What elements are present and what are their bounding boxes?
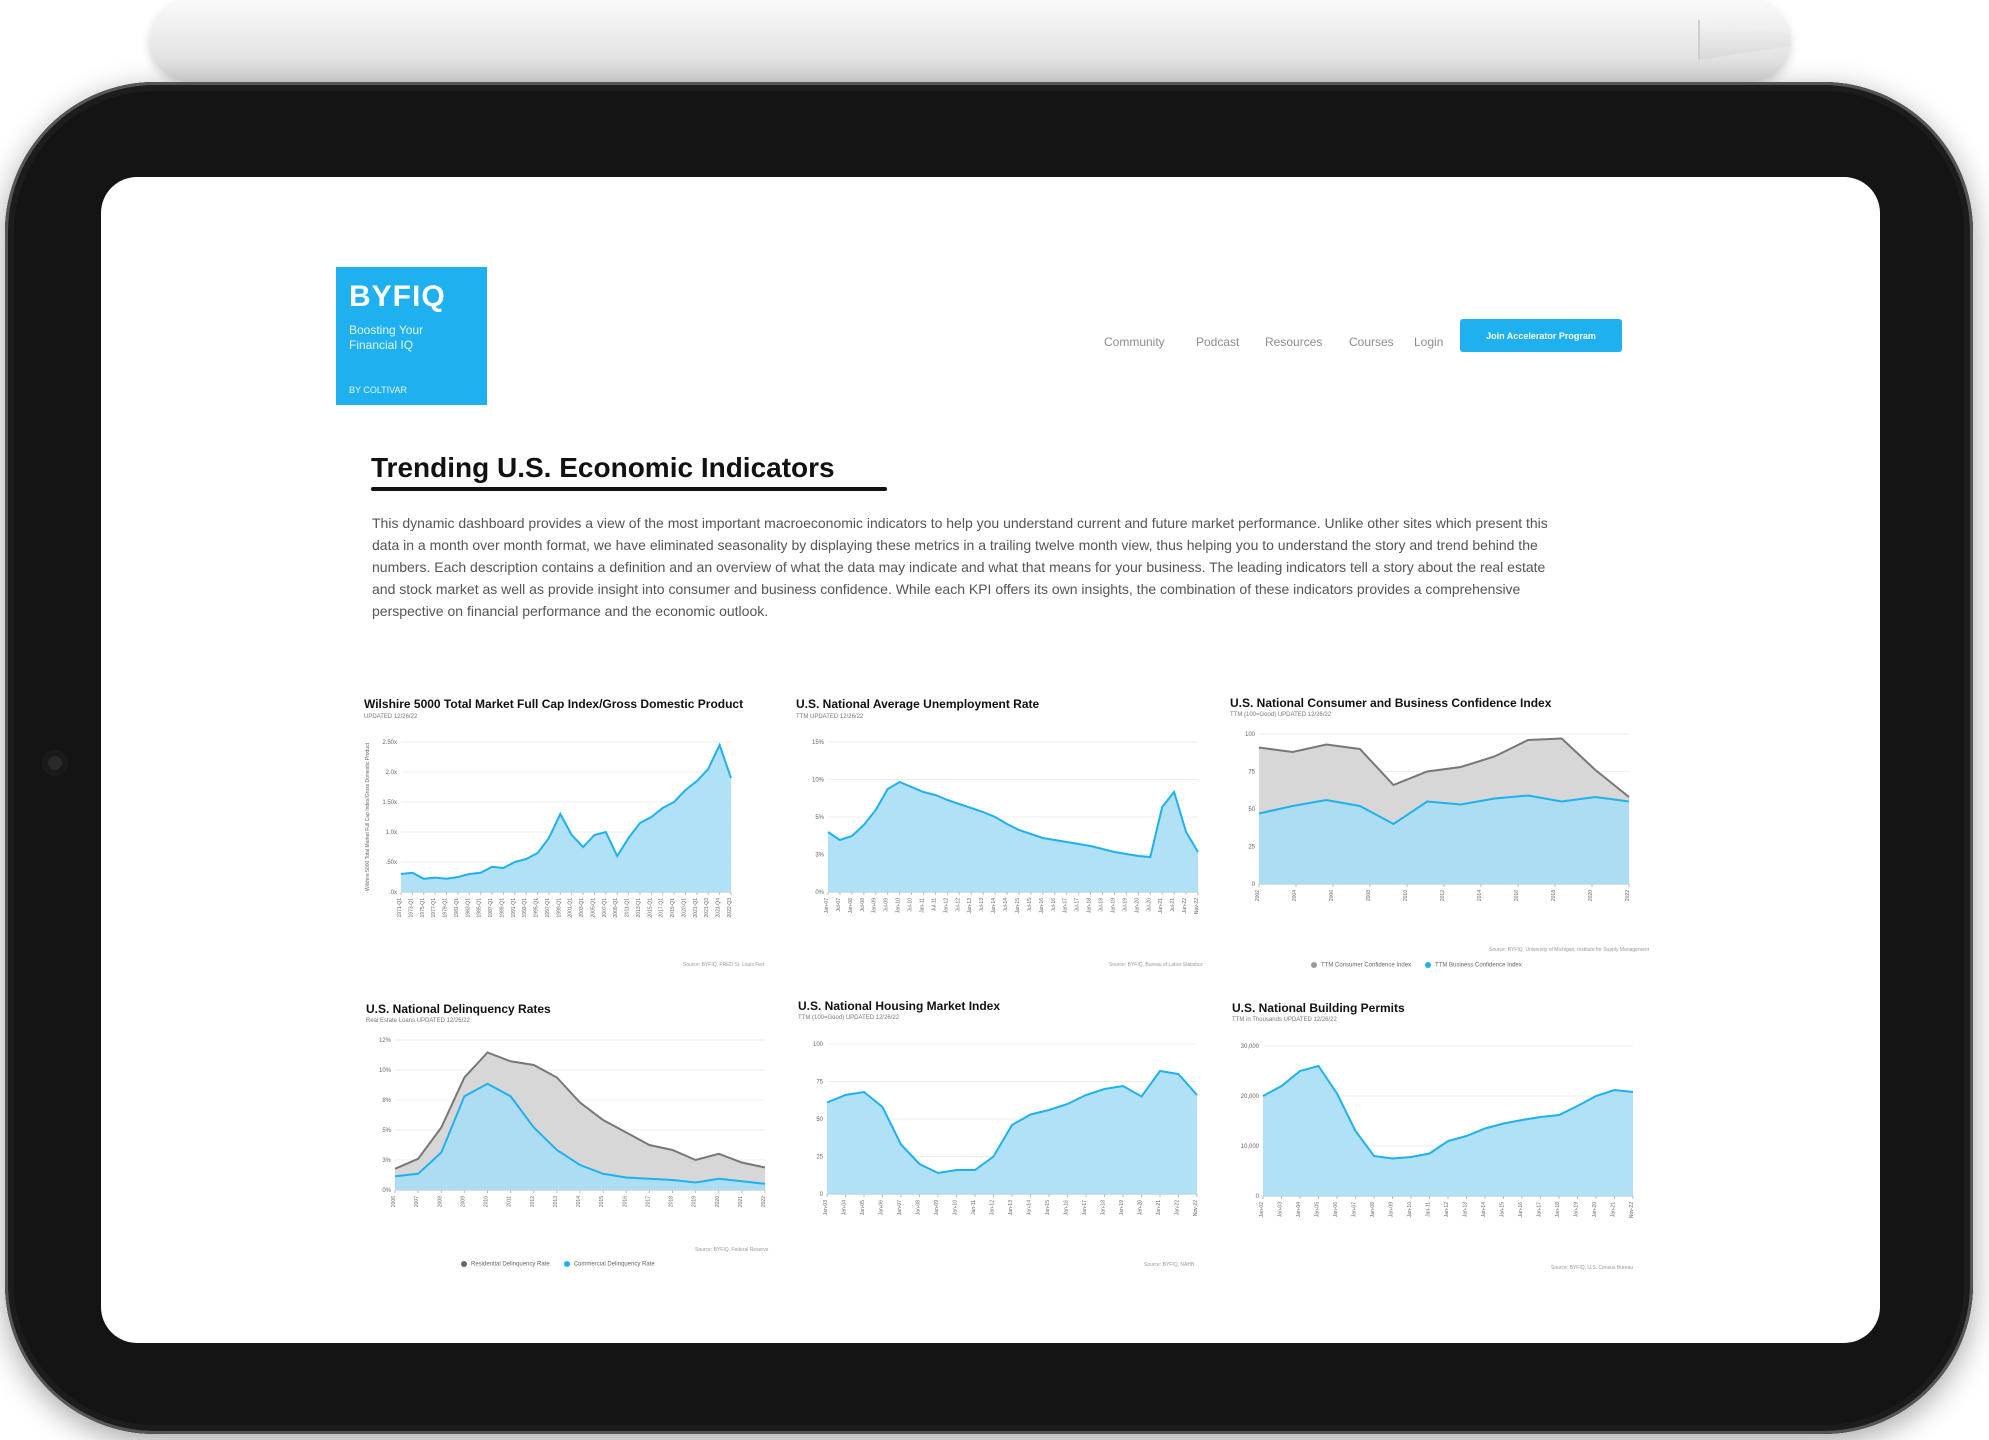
nav-resources[interactable]: Resources bbox=[1265, 335, 1323, 349]
x-tick-label: 2021-Q1 bbox=[692, 898, 699, 918]
logo[interactable] bbox=[336, 267, 487, 405]
x-tick-label: Jul-18 bbox=[1098, 898, 1105, 912]
chart-subtitle-housing: TTM (100=Good) UPDATED 12/26/22 bbox=[798, 1015, 900, 1021]
screen bbox=[101, 177, 1880, 1343]
chart-title-unemployment: U.S. National Average Unemployment Rate bbox=[796, 697, 1040, 711]
x-tick-label: 2016 bbox=[1514, 890, 1520, 902]
join-accelerator-button[interactable]: Join Accelerator Program bbox=[1460, 319, 1622, 352]
x-tick-label: 2021-Q3 bbox=[704, 898, 711, 918]
x-tick-label: Jul-13 bbox=[979, 898, 986, 912]
y-tick-label: 5% bbox=[815, 815, 824, 821]
logo-subtitle: Boosting Your Financial IQ bbox=[349, 323, 424, 352]
y-tick-label: 0 bbox=[819, 1192, 823, 1198]
x-tick-label: Jul-20 bbox=[1146, 898, 1153, 912]
chart-legend-confidence bbox=[1311, 962, 1522, 969]
x-tick-label: 2014 bbox=[576, 1196, 582, 1208]
chart-housing-index bbox=[797, 1026, 1197, 1226]
chart-source-unemployment: Source: BYFIQ, Bureau of Labor Statistics bbox=[1109, 962, 1203, 968]
y-tick-label: 20,000 bbox=[1240, 1094, 1259, 1100]
y-tick-label: 25 bbox=[816, 1154, 823, 1161]
chart-title-confidence: U.S. National Consumer and Business Confidence Index bbox=[1230, 696, 1552, 710]
y-tick-label: 2.0x bbox=[385, 770, 397, 776]
x-tick-label: Jan-19 bbox=[1110, 898, 1117, 914]
legend-label: Commercial Delinquency Rate bbox=[573, 1261, 655, 1268]
x-tick-label: Jan-17 bbox=[1062, 898, 1069, 914]
y-tick-label: 0 bbox=[1255, 1194, 1259, 1200]
x-tick-label: Jan-11 bbox=[1425, 1202, 1432, 1217]
x-tick-label: Jan-04 bbox=[1296, 1202, 1302, 1218]
y-tick-label: 100 bbox=[812, 1042, 823, 1048]
chart-source-confidence: Source: BYFIQ, University of Michigan, Institute for Supply Management bbox=[1489, 947, 1650, 953]
x-tick-label: Jan-12 bbox=[1444, 1202, 1450, 1218]
x-tick-label: 2020-Q1 bbox=[681, 898, 688, 918]
chart-delinquency bbox=[365, 1028, 765, 1228]
x-tick-label: 2015 bbox=[599, 1196, 606, 1208]
y-tick-label: 15% bbox=[811, 740, 824, 746]
x-tick-label: 1995-Q1 bbox=[533, 898, 540, 918]
chart-subtitle-unemployment: TTM UPDATED 12/26/22 bbox=[796, 714, 864, 720]
chart-legend-delinquency bbox=[461, 1261, 655, 1268]
x-tick-label: 2015-Q1 bbox=[647, 898, 654, 918]
x-tick-label: Jan-21 bbox=[1158, 898, 1165, 914]
x-tick-label: Jan-18 bbox=[1555, 1202, 1561, 1218]
x-tick-label: 2022 bbox=[1625, 890, 1631, 902]
x-tick-label: Jan-18 bbox=[1100, 1200, 1107, 1216]
x-tick-label: Jan-14 bbox=[1026, 1200, 1033, 1216]
chart-subtitle-permits: TTM in Thousands UPDATED 12/26/22 bbox=[1232, 1017, 1337, 1023]
chart-confidence bbox=[1229, 722, 1629, 922]
chart-svg bbox=[796, 724, 1216, 964]
x-tick-label: 2006 bbox=[1329, 890, 1335, 902]
x-tick-label: Jan-15 bbox=[1045, 1200, 1051, 1216]
y-tick-label: .50x bbox=[385, 860, 397, 866]
x-tick-label: Jul-19 bbox=[1122, 898, 1129, 912]
x-tick-label: Jul-17 bbox=[1074, 898, 1081, 912]
x-tick-label: Jan-08 bbox=[915, 1200, 922, 1216]
x-tick-label: 2002 bbox=[1255, 890, 1261, 902]
x-tick-label: Jan-17 bbox=[1536, 1202, 1543, 1218]
legend-item bbox=[1425, 962, 1522, 969]
chart-unemployment bbox=[796, 724, 1200, 924]
x-tick-label: 1993-Q1 bbox=[522, 898, 529, 918]
x-tick-label: 1977-Q1 bbox=[431, 898, 438, 918]
x-tick-label: 2016 bbox=[622, 1196, 629, 1208]
y-tick-label: 8% bbox=[382, 1098, 391, 1104]
x-tick-label: Jan-11 bbox=[919, 898, 926, 913]
chart-wilshire-gdp bbox=[363, 724, 763, 924]
y-tick-label: .0x bbox=[388, 890, 397, 896]
x-tick-label: 2012 bbox=[529, 1196, 536, 1208]
x-tick-label: 2018 bbox=[668, 1196, 675, 1208]
x-tick-label: Jan-08 bbox=[847, 898, 854, 914]
legend-swatch bbox=[1311, 962, 1317, 968]
x-tick-label: 1987-Q1 bbox=[488, 898, 495, 918]
x-tick-label: Jan-10 bbox=[952, 1200, 959, 1216]
x-tick-label: 2009 bbox=[460, 1196, 467, 1208]
x-tick-label: Jan-21 bbox=[1156, 1200, 1162, 1216]
x-tick-label: Jan-16 bbox=[1063, 1200, 1070, 1216]
series-area bbox=[828, 782, 1198, 892]
x-tick-label: 2021-Q4 bbox=[715, 898, 722, 918]
series-area bbox=[827, 1071, 1197, 1194]
x-tick-label: Jul-12 bbox=[955, 898, 962, 912]
x-tick-label: Jan-12 bbox=[989, 1200, 996, 1216]
y-tick-label: 10% bbox=[378, 1068, 391, 1074]
x-tick-label: Jan-10 bbox=[895, 898, 902, 914]
x-tick-label: Jan-19 bbox=[1119, 1200, 1125, 1216]
y-tick-label: 50 bbox=[816, 1117, 823, 1123]
chart-title-wilshire: Wilshire 5000 Total Market Full Cap Index/Gross Domestic Product bbox=[364, 697, 744, 711]
x-tick-label: Jan-06 bbox=[878, 1200, 885, 1216]
x-tick-label: Jan-20 bbox=[1592, 1202, 1598, 1218]
x-tick-label: Jul-08 bbox=[859, 898, 866, 912]
x-tick-label: 2022 bbox=[761, 1196, 767, 1208]
x-tick-label: Jan-12 bbox=[943, 898, 950, 914]
chart-source-delinquency: Source: BYFIQ, Federal Reserve bbox=[695, 1247, 769, 1253]
x-tick-label: Jul-16 bbox=[1050, 898, 1057, 912]
x-tick-label: 1981-Q1 bbox=[453, 898, 460, 918]
x-tick-label: Jan-02 bbox=[1259, 1202, 1265, 1218]
title-underline bbox=[371, 487, 887, 491]
x-tick-label: Jan-21 bbox=[1610, 1202, 1617, 1218]
x-tick-label: Jul-15 bbox=[1026, 898, 1033, 912]
nav-courses[interactable]: Courses bbox=[1349, 335, 1394, 349]
x-tick-label: Jan-14 bbox=[991, 898, 998, 914]
x-tick-label: Jul-11 bbox=[931, 898, 938, 912]
x-tick-label: Jul-14 bbox=[1003, 898, 1010, 912]
x-tick-label: 2011-Q1 bbox=[624, 898, 631, 918]
x-tick-label: 2019-Q1 bbox=[670, 898, 677, 918]
legend-swatch bbox=[1425, 962, 1431, 968]
x-tick-label: 2020 bbox=[1588, 890, 1594, 902]
page-title: Trending U.S. Economic Indicators bbox=[371, 452, 835, 483]
x-tick-label: Jan-17 bbox=[1082, 1200, 1088, 1216]
x-tick-label: 2010 bbox=[1403, 890, 1409, 902]
x-tick-label: 1973-Q1 bbox=[408, 898, 415, 918]
x-tick-label: Jan-15 bbox=[1014, 898, 1021, 914]
series-area bbox=[1259, 796, 1629, 885]
x-tick-label: 2014 bbox=[1477, 890, 1483, 902]
x-tick-label: Jan-09 bbox=[1388, 1202, 1395, 1218]
x-tick-label: Jan-07 bbox=[824, 898, 830, 914]
chart-source-permits: Source: BYFIQ, U.S. Census Bureau bbox=[1551, 1265, 1633, 1271]
y-tick-label: 1.50x bbox=[382, 800, 397, 806]
x-tick-label: Jan-13 bbox=[1008, 1200, 1014, 1216]
chart-source-housing: Source: BYFIQ, NAHB bbox=[1144, 1262, 1195, 1268]
y-tick-label: 0% bbox=[815, 890, 824, 896]
x-tick-label: Jan-05 bbox=[860, 1200, 866, 1216]
x-tick-label: Jan-03 bbox=[1277, 1202, 1284, 1218]
x-tick-label: Nov-22 bbox=[1194, 898, 1200, 915]
pencil-tip bbox=[1698, 20, 1790, 60]
x-tick-label: 2013 bbox=[552, 1196, 559, 1208]
chart-svg bbox=[363, 724, 783, 964]
x-tick-label: Jan-22 bbox=[1174, 1200, 1181, 1216]
y-tick-label: 0% bbox=[382, 1188, 391, 1194]
x-tick-label: Jan-10 bbox=[1407, 1202, 1413, 1218]
x-tick-label: 2009-Q1 bbox=[613, 898, 620, 918]
x-tick-label: Jan-13 bbox=[967, 898, 974, 914]
logo-byline: BY COLTIVAR bbox=[349, 385, 408, 395]
y-tick-label: 1.0x bbox=[385, 830, 397, 836]
legend-item bbox=[564, 1261, 655, 1268]
x-tick-label: 2018 bbox=[1551, 890, 1557, 902]
x-tick-label: Jan-19 bbox=[1573, 1202, 1580, 1218]
x-tick-label: Jan-07 bbox=[1351, 1202, 1358, 1218]
chart-title-delinquency: U.S. National Delinquency Rates bbox=[366, 1002, 551, 1016]
x-tick-label: Jan-18 bbox=[1086, 898, 1093, 914]
x-tick-label: 2001-Q1 bbox=[567, 898, 574, 918]
y-tick-label: 5% bbox=[382, 1128, 391, 1134]
x-tick-label: Jan-22 bbox=[1182, 898, 1189, 914]
legend-label: Residential Delinquency Rate bbox=[471, 1261, 550, 1268]
chart-svg bbox=[1229, 722, 1649, 962]
x-tick-label: Jan-09 bbox=[934, 1200, 940, 1216]
x-tick-label: 1989-Q1 bbox=[499, 898, 506, 918]
apple-pencil bbox=[150, 0, 1790, 82]
chart-title-housing: U.S. National Housing Market Index bbox=[798, 999, 1001, 1013]
y-tick-label: 0 bbox=[1251, 882, 1255, 888]
x-tick-label: Jul-10 bbox=[907, 898, 914, 912]
x-tick-label: Jan-20 bbox=[1134, 898, 1141, 914]
chart-subtitle-wilshire: UPDATED 12/26/22 bbox=[364, 714, 418, 720]
x-tick-label: Jan-06 bbox=[1333, 1202, 1339, 1218]
x-tick-label: 2020 bbox=[714, 1196, 721, 1208]
intro-paragraph: This dynamic dashboard provides a view of the most important macroeconomic indicators to help you understand current and future market performance. Unlike other sites which present this data in a month over month format, we have eliminated seasonality by displaying these metrics in a trailing twelve month view, thus helping you to understand the story and trend behind the numbers. Each description contains a definition and an overview of what the data may indicate and what that means for your business. The leading indicators tell a story about the real estate and stock market as well as provide insight into consumer and business confidence. While each KPI offers its own insights, the combination of these indicators provides a comprehensive perspective on financial performance and the economic outlook. bbox=[372, 515, 1548, 619]
x-tick-label: Jan-16 bbox=[1038, 898, 1045, 914]
x-tick-label: Jan-16 bbox=[1518, 1202, 1524, 1218]
x-tick-label: 2012 bbox=[1440, 890, 1446, 902]
chart-title-permits: U.S. National Building Permits bbox=[1232, 1001, 1405, 1015]
logo-title: BYFIQ bbox=[349, 280, 446, 313]
nav-login[interactable]: Login bbox=[1414, 335, 1444, 349]
x-tick-label: Jan-03 bbox=[823, 1200, 829, 1216]
x-tick-label: 2019 bbox=[691, 1196, 698, 1208]
y-tick-label: 75 bbox=[1248, 769, 1255, 776]
x-tick-label: 1991-Q1 bbox=[510, 898, 517, 918]
x-tick-label: 2013-Q1 bbox=[635, 898, 642, 918]
x-tick-label: 2004 bbox=[1292, 890, 1298, 902]
x-tick-label: Jan-07 bbox=[897, 1200, 903, 1216]
legend-swatch bbox=[461, 1261, 467, 1267]
chart-subtitle-confidence: TTM (100=Good) UPDATED 12/26/22 bbox=[1230, 712, 1332, 718]
x-tick-label: 2017 bbox=[645, 1196, 652, 1208]
x-tick-label: 1985-Q1 bbox=[476, 898, 483, 918]
x-tick-label: 1983-Q1 bbox=[465, 898, 472, 918]
legend-item bbox=[461, 1261, 550, 1268]
y-axis-label: Wilshire 5000 Total Market Full Cap Index/Gross Domestic Product bbox=[365, 742, 371, 892]
x-tick-label: 2007-Q1 bbox=[601, 898, 608, 918]
x-tick-label: 1979-Q1 bbox=[442, 898, 449, 918]
y-tick-label: 12% bbox=[378, 1038, 391, 1044]
camera-icon bbox=[42, 750, 68, 776]
x-tick-label: 1997-Q1 bbox=[544, 898, 551, 918]
x-tick-label: 2011 bbox=[506, 1196, 513, 1207]
x-tick-label: Jan-08 bbox=[1370, 1202, 1376, 1218]
y-tick-label: 10,000 bbox=[1240, 1144, 1259, 1150]
chart-svg bbox=[797, 1026, 1217, 1266]
y-tick-label: 75 bbox=[816, 1079, 823, 1086]
x-tick-label: Nov-22 bbox=[1193, 1200, 1199, 1217]
y-tick-label: 10% bbox=[811, 777, 824, 784]
x-tick-label: Jan-05 bbox=[1314, 1202, 1321, 1218]
y-tick-label: 50 bbox=[1248, 807, 1255, 813]
x-tick-label: Jan-15 bbox=[1499, 1202, 1506, 1218]
chart-subtitle-delinquency: Real Estate Loans UPDATED 12/26/22 bbox=[366, 1018, 470, 1024]
legend-item bbox=[1311, 962, 1411, 969]
legend-label: TTM Consumer Confidence Index bbox=[1321, 962, 1412, 969]
x-tick-label: 2006 bbox=[391, 1196, 397, 1208]
series-area bbox=[1263, 1066, 1633, 1196]
x-tick-label: Jan-14 bbox=[1481, 1202, 1487, 1218]
series-area bbox=[401, 745, 731, 892]
x-tick-label: 1975-Q1 bbox=[419, 898, 426, 918]
x-tick-label: 2003-Q1 bbox=[579, 898, 586, 918]
y-tick-label: 30,000 bbox=[1240, 1044, 1259, 1050]
x-tick-label: Jan-20 bbox=[1137, 1200, 1144, 1216]
x-tick-label: 2005-Q1 bbox=[590, 898, 597, 918]
y-tick-label: 3% bbox=[382, 1158, 391, 1164]
x-tick-label: 1971-Q1 bbox=[397, 898, 403, 918]
y-tick-label: 3% bbox=[815, 852, 824, 859]
chart-building-permits bbox=[1231, 1028, 1635, 1228]
chart-svg bbox=[365, 1028, 785, 1268]
y-tick-label: 25 bbox=[1248, 844, 1255, 851]
nav-community[interactable]: Community bbox=[1104, 335, 1165, 349]
x-tick-label: 2021 bbox=[737, 1196, 744, 1208]
x-tick-label: Jul-21 bbox=[1170, 898, 1177, 912]
x-tick-label: Jan-09 bbox=[871, 898, 878, 914]
x-tick-label: 2008 bbox=[1366, 890, 1372, 902]
x-tick-label: 2017-Q1 bbox=[658, 898, 665, 918]
nav-podcast[interactable]: Podcast bbox=[1196, 335, 1240, 349]
x-tick-label: Nov-22 bbox=[1629, 1202, 1635, 1219]
x-tick-label: 2022-Q3 bbox=[727, 898, 733, 918]
x-tick-label: Jan-04 bbox=[841, 1200, 848, 1216]
x-tick-label: 2008 bbox=[437, 1196, 444, 1208]
x-tick-label: Jan-13 bbox=[1462, 1202, 1469, 1218]
chart-source-wilshire: Source: BYFIQ, FRED St. Louis Fed bbox=[683, 962, 764, 968]
x-tick-label: 1999-Q1 bbox=[556, 898, 563, 918]
y-tick-label: 2.50x bbox=[382, 740, 397, 746]
y-tick-label: 100 bbox=[1244, 732, 1255, 738]
x-tick-label: 2010 bbox=[483, 1196, 490, 1208]
x-tick-label: Jul-09 bbox=[883, 898, 890, 912]
x-tick-label: 2007 bbox=[414, 1196, 421, 1208]
chart-svg bbox=[1231, 1028, 1651, 1268]
x-tick-label: Jul-07 bbox=[835, 898, 842, 912]
legend-label: TTM Business Confidence Index bbox=[1435, 962, 1522, 969]
legend-swatch bbox=[564, 1261, 570, 1267]
x-tick-label: Jan-11 bbox=[971, 1200, 977, 1215]
